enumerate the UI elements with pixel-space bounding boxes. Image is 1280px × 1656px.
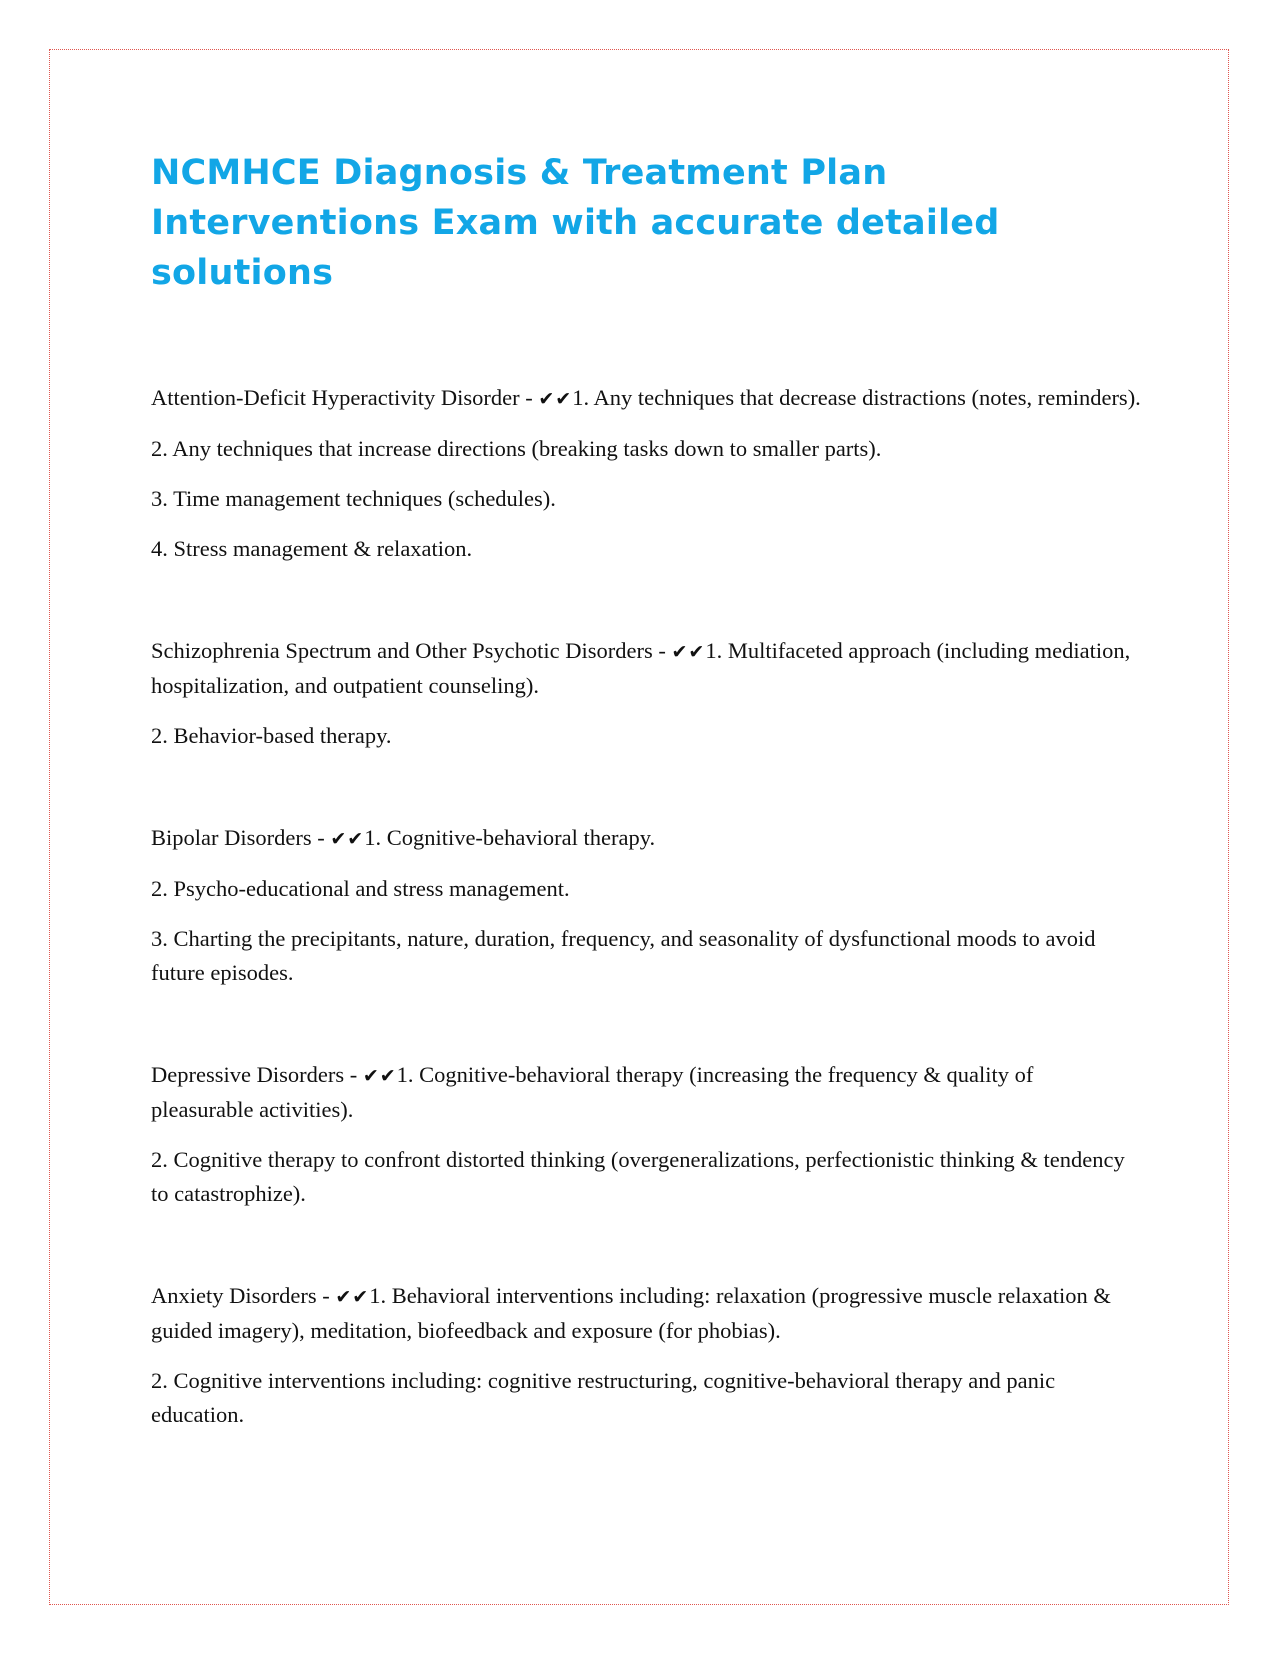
first-item: 1. Any techniques that decrease distractions (notes, reminders).	[572, 385, 1141, 410]
list-item: 4. Stress management & relaxation.	[151, 536, 473, 561]
list-item: 2. Any techniques that increase directions (breaking tasks down to smaller parts).	[151, 436, 882, 461]
section-term: Schizophrenia Spectrum and Other Psychotic Disorders -	[151, 638, 672, 663]
first-item: 1. Cognitive-behavioral therapy.	[364, 825, 656, 850]
sections	[151, 381, 1141, 1432]
double-check-icon: ✔✔	[538, 388, 573, 410]
document-content	[151, 148, 1141, 1500]
first-item: 1. Cognitive-behavioral therapy (increasing the frequency & quality of pleasurable activities).	[151, 1062, 1034, 1122]
section-term: Attention-Deficit Hyperactivity Disorder -	[151, 385, 539, 410]
list-item: 2. Behavior-based therapy.	[151, 723, 392, 748]
section-term: Depressive Disorders -	[151, 1062, 363, 1087]
definition-paragraph	[151, 381, 1141, 416]
double-check-icon: ✔✔	[671, 641, 706, 663]
double-check-icon: ✔✔	[335, 1286, 370, 1308]
list-item: 2. Cognitive interventions including: cognitive restructuring, cognitive-behavioral therapy and panic education.	[151, 1368, 1056, 1427]
double-check-icon: ✔✔	[330, 828, 365, 850]
section-anxiety	[151, 1279, 1141, 1432]
section-bipolar	[151, 821, 1141, 990]
double-check-icon: ✔✔	[362, 1065, 397, 1087]
section-schizophrenia	[151, 634, 1141, 753]
section-adhd	[151, 381, 1141, 566]
first-item: 1. Multifaceted approach (including mediation, hospitalization, and outpatient counseling).	[151, 638, 1131, 698]
definition-paragraph	[151, 1058, 1141, 1127]
definition-paragraph	[151, 634, 1141, 703]
section-depressive	[151, 1058, 1141, 1211]
section-term: Anxiety Disorders -	[151, 1283, 336, 1308]
list-item: 3. Time management techniques (schedules).	[151, 486, 556, 511]
document-title: NCMHCE Diagnosis & Treatment Plan Interventions Exam with accurate detailed solutions	[151, 153, 1000, 293]
list-item: 2. Psycho-educational and stress management.	[151, 876, 570, 901]
section-term: Bipolar Disorders -	[151, 825, 331, 850]
list-item: 2. Cognitive therapy to confront distorted thinking (overgeneralizations, perfectionistic thinking & tendency to catastrophize).	[151, 1147, 1125, 1206]
definition-paragraph	[151, 1279, 1141, 1348]
list-item: 3. Charting the precipitants, nature, duration, frequency, and seasonality of dysfunctional moods to avoid future episodes.	[151, 926, 1096, 985]
first-item: 1. Behavioral interventions including: relaxation (progressive muscle relaxation & guided imagery), meditation, biofeedback and exposure (for phobias).	[151, 1283, 1111, 1343]
definition-paragraph	[151, 821, 1141, 856]
